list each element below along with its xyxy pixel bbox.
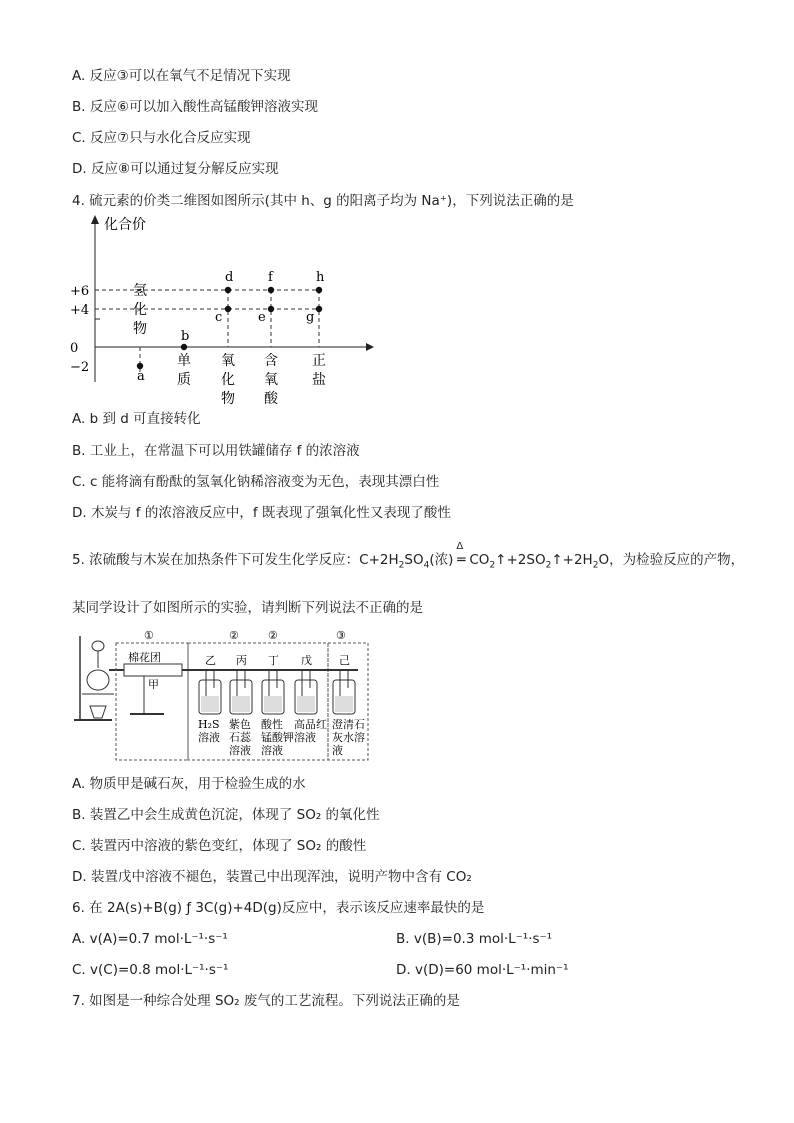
bottle-solution-label: 石蕊	[229, 731, 251, 744]
bottle-solution-label: 锰酸钾	[261, 731, 294, 744]
section-mark: ①	[144, 629, 154, 642]
alcohol-lamp	[90, 706, 106, 718]
q6-option-c: C. v(C)=0.8 mol·L⁻¹·s⁻¹	[72, 962, 229, 978]
point-h	[316, 287, 322, 293]
q5-stem-line2: 某同学设计了如图所示的实验，请判断下列说法不正确的是	[72, 600, 423, 616]
category-label-char: 正	[312, 353, 326, 369]
y-tick-label: −2	[70, 360, 90, 375]
y-tick-label: +6	[70, 284, 90, 299]
q5-option-b: B. 装置乙中会生成黄色沉淀，体现了 SO₂ 的氧化性	[72, 807, 380, 823]
q4-option-c: C. c 能将滴有酚酞的氢氧化钠稀溶液变为无色，表现其漂白性	[72, 474, 440, 490]
q6-option-d: D. v(D)=60 mol·L⁻¹·min⁻¹	[396, 962, 569, 978]
bottle-name: 戊	[301, 654, 312, 667]
bottle-solution-label: 溶液	[294, 731, 316, 744]
point-d	[225, 287, 231, 293]
y-tick-label: +4	[70, 303, 90, 318]
bottle-name: 乙	[205, 654, 216, 667]
category-label-char: 单	[177, 353, 191, 369]
bottle-liquid	[297, 696, 315, 712]
point-label-e: e	[258, 310, 266, 325]
point-label-a: a	[137, 369, 145, 384]
category-label-char: 化	[221, 372, 235, 388]
point-b	[181, 344, 187, 350]
bottle-liquid	[335, 696, 353, 712]
x-axis-arrow	[366, 343, 374, 351]
q5-stem-line1: 5. 浓硫酸与木炭在加热条件下可发生化学反应：$C+2H_2SO_4$(浓) Δ ═ $CO_2↑+2SO_2↑+2H_2O$，为检验反应的产物，	[72, 551, 744, 569]
q5-stem-prefix: 5. 浓硫酸与木炭在加热条件下可发生化学反应：C+2H	[72, 552, 399, 568]
category-label-char: 含	[264, 353, 278, 369]
y-tick-labels	[70, 284, 89, 375]
category-labels	[133, 283, 326, 407]
dashed-guides	[95, 290, 319, 374]
reaction-flask	[87, 670, 109, 690]
point-c	[225, 306, 231, 312]
bottle-solution-label: H₂S	[198, 718, 220, 731]
y-axis-label: 化合价	[104, 217, 146, 233]
point-label-d: d	[225, 270, 234, 285]
point-label-b: b	[181, 329, 190, 344]
category-label-char: 质	[177, 372, 191, 388]
category-label-char: 氧	[221, 353, 235, 369]
bottle-solution-label: 溶液	[261, 744, 283, 757]
bottle-solution-label: 灰水溶	[332, 731, 365, 744]
q5-heat-symbol: Δ	[456, 541, 464, 552]
y-axis-arrow	[91, 215, 99, 224]
experiment-apparatus	[72, 628, 372, 763]
q3-option-c: C. 反应⑦只与水化合反应实现	[72, 130, 251, 146]
category-label-char: 盐	[312, 372, 326, 388]
q6-stem: 6. 在 2A(s)+B(g) ƒ 3C(g)+4D(g)反应中，表示该反应速率最快的是	[72, 900, 485, 916]
tube-substance: 甲	[148, 678, 159, 691]
y-tick-label: 0	[70, 341, 79, 356]
q5-option-c: C. 装置丙中溶液的紫色变红，体现了 SO₂ 的酸性	[72, 838, 367, 854]
category-label-char: 氢	[133, 283, 147, 299]
q3-option-b: B. 反应⑥可以加入酸性高锰酸钾溶液实现	[72, 99, 318, 115]
point-e	[268, 306, 274, 312]
bottle-solution-label: 紫色	[229, 718, 251, 731]
category-label-char: 氧	[264, 372, 278, 388]
q6-option-a: A. v(A)=0.7 mol·L⁻¹·s⁻¹	[72, 931, 228, 947]
section-mark: ③	[336, 629, 346, 642]
bottle-solution-label: 澄清石	[332, 718, 365, 731]
point-g	[316, 306, 322, 312]
section-marks	[144, 629, 346, 642]
q4-option-a: A. b 到 d 可直接转化	[72, 411, 201, 427]
q6-option-b: B. v(B)=0.3 mol·L⁻¹·s⁻¹	[396, 931, 553, 947]
q5-option-d: D. 装置戊中溶液不褪色，装置己中出现浑浊，说明产物中含有 CO₂	[72, 869, 472, 885]
point-label-c: c	[215, 310, 223, 325]
q3-option-d: D. 反应⑧可以通过复分解反应实现	[72, 161, 279, 177]
point-label-g: g	[306, 310, 315, 325]
q5-option-a: A. 物质甲是碱石灰，用于检验生成的水	[72, 776, 306, 792]
q3-option-a: A. 反应③可以在氧气不足情况下实现	[72, 68, 291, 84]
bottle-solution-label: 溶液	[229, 744, 251, 757]
point-label-f: f	[268, 270, 273, 285]
q4-option-b: B. 工业上，在常温下可以用铁罐储存 f 的浓溶液	[72, 443, 360, 459]
bottle-liquid	[264, 696, 282, 712]
bottle-liquid	[201, 696, 219, 712]
point-label-h: h	[316, 270, 325, 285]
q4-stem: 4. 硫元素的价类二维图如图所示(其中 h、g 的阳离子均为 Na⁺)，下列说法正确的是	[72, 193, 574, 209]
bottle-name: 己	[339, 654, 350, 667]
point-f	[268, 287, 274, 293]
bottle-solution-label: 酸性	[261, 718, 283, 731]
bottle-name: 丙	[236, 654, 247, 667]
bottle-solution-label: 高品红	[294, 718, 327, 731]
category-label-char: 物	[221, 391, 235, 407]
tube-label: 棉花团	[128, 651, 161, 664]
bottle-name: 丁	[268, 654, 279, 667]
section-mark: ②	[229, 629, 239, 642]
sulfur-valence-diagram	[68, 212, 378, 407]
q4-option-d: D. 木炭与 f 的浓溶液反应中，f 既表现了强氧化性又表现了酸性	[72, 505, 451, 521]
category-label-char: 酸	[264, 391, 278, 407]
bottle-solution-label: 溶液	[198, 731, 220, 744]
bottle-liquid	[232, 696, 250, 712]
q7-stem: 7. 如图是一种综合处理 SO₂ 废气的工艺流程。下列说法正确的是	[72, 993, 460, 1009]
section-mark: ②	[268, 629, 278, 642]
gas-wash-bottles	[198, 653, 365, 757]
category-label-char: 物	[133, 321, 147, 337]
category-label-char: 化	[133, 302, 147, 318]
bottle-solution-label: 液	[332, 744, 343, 757]
